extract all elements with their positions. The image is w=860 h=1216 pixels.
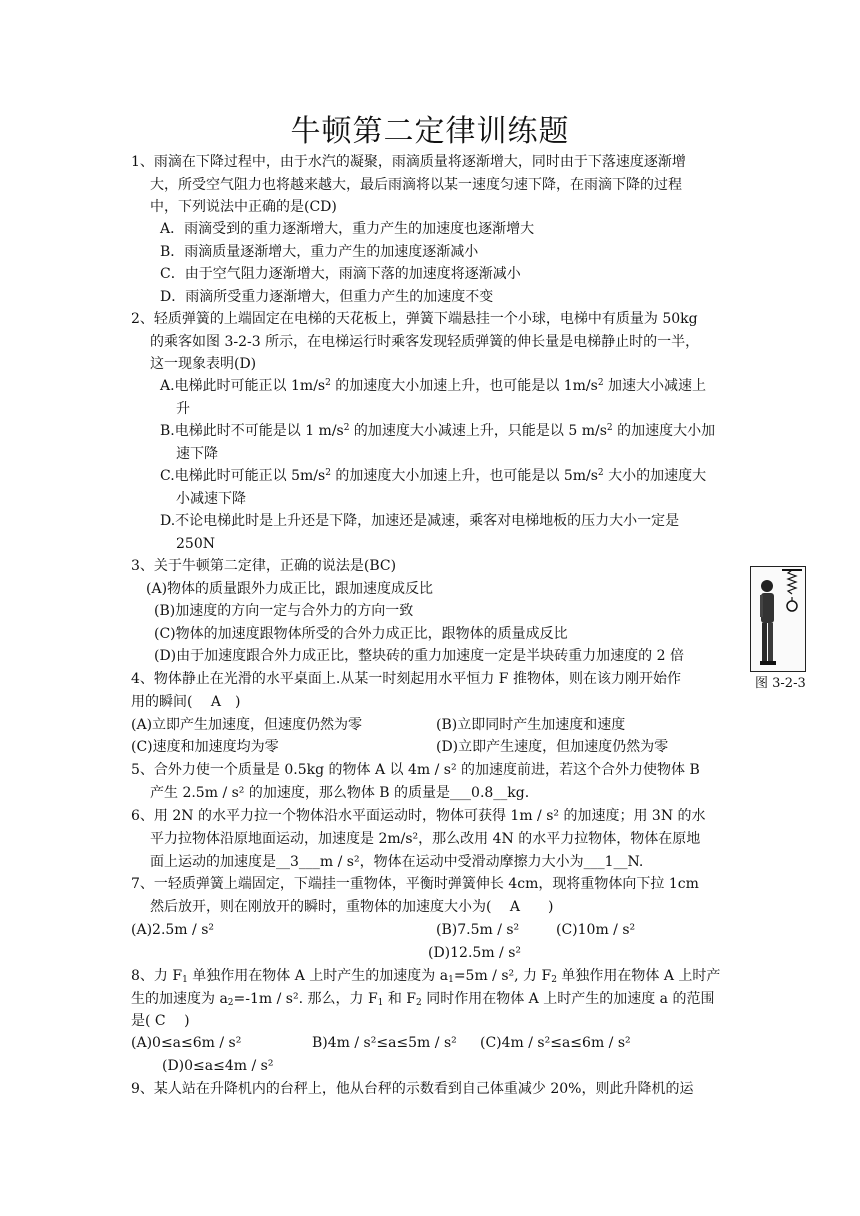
q4-option-c: (C)速度和加速度均为零	[131, 739, 279, 755]
q2-line-3: 这一现象表明(D)	[150, 356, 257, 372]
q8-option-c: (C)4m / s²≤a≤6m / s²	[480, 1035, 631, 1051]
q2-option-b-line-1: B.电梯此时不可能是以 1 $m/s^2$ 的加速度大小减速上升，只能是以 5 $m/s^2$ 的加速度大小加	[160, 423, 716, 439]
q1-line-3: 中，下列说法中正确的是(CD)	[150, 199, 337, 215]
q2-option-d-line-1: D.不论电梯此时是上升还是下降，加速还是减速，乘客对电梯地板的压力大小一定是	[160, 513, 680, 529]
q1-line-2: 大，所受空气阻力也将越来越大，最后雨滴将以某一速度匀速下降，在雨滴下降的过程	[150, 177, 682, 193]
q3-option-c: (C)物体的加速度跟物体所受的合外力成正比，跟物体的质量成反比	[154, 626, 568, 642]
q4-option-d: (D)立即产生速度，但加速度仍然为零	[436, 739, 669, 755]
q7-line-1: 7、一轻质弹簧上端固定，下端挂一重物体，平衡时弹簧伸长 4cm，现将重物体向下拉 1cm	[131, 876, 699, 892]
q2-option-a-line-1: A.电梯此时可能正以 $1m/s^2$ 的加速度大小加速上升，也可能是以 $1m/s^2$ 加速大小减速上	[160, 378, 707, 394]
q4-option-b: (B)立即同时产生加速度和速度	[436, 717, 626, 733]
q6-line-2: 平力拉物体沿原地面运动，加速度是 2m/s²，那么改用 4N 的水平力拉物体，物体在原地	[150, 831, 701, 847]
q8-line-3: 是( C )	[131, 1013, 190, 1029]
q9-line-1: 9、某人站在升降机内的台秤上，他从台秤的示数看到自己体重减少 20%，则此升降机的运	[131, 1081, 694, 1097]
q1-option-c: C．由于空气阻力逐渐增大，雨滴下落的加速度将逐渐减小	[160, 266, 521, 282]
q2-option-b-line-2: 速下降	[176, 446, 218, 462]
q8-option-d: (D)0≤a≤4m / s²	[162, 1058, 274, 1074]
q8-option-a: (A)0≤a≤6m / s²	[131, 1035, 242, 1051]
q8-option-b: B)4m / s²≤a≤5m / s²	[312, 1035, 457, 1051]
q5-line-2: 产生 2.5m / s² 的加速度，那么物体 B 的质量是___0.8__kg.	[150, 785, 530, 801]
q2-option-c-line-1: C.电梯此时可能正以 $5m/s^2$ 的加速度大小加速上升，也可能是以 $5m/s^2$ 大小的加速度大	[160, 468, 707, 484]
q6-line-1: 6、用 2N 的水平力拉一个物体沿水平面运动时，物体可获得 1m / s² 的加速度；用 3N 的水	[131, 808, 706, 824]
q4-line-1: 4、物体静止在光滑的水平桌面上.从某一时刻起用水平恒力 F 推物体，则在该力刚开始作	[131, 671, 681, 687]
person-spring-illustration	[751, 567, 805, 671]
q6-line-3: 面上运动的加速度是__3___m / s²，物体在运动中受滑动摩擦力大小为___1__N.	[150, 854, 644, 870]
figure-caption: 图 3-2-3	[755, 676, 806, 691]
q2-line-2: 的乘客如图 3-2-3 所示，在电梯运行时乘客发现轻质弹簧的伸长量是电梯静止时的一半，	[150, 334, 700, 350]
q4-line-2: 用的瞬间( A )	[131, 694, 241, 710]
figure-person-and-spring	[750, 566, 806, 672]
q1-option-a: A．雨滴受到的重力逐渐增大，重力产生的加速度也逐渐增大	[160, 221, 535, 237]
q8-line-2: 生的加速度为 $a_2=-1m / s^2$. 那么，力 $F_1$ 和 $F_2$ 同时作用在物体 A 上时产生的加速度 a 的范围	[131, 991, 715, 1008]
q1-option-d: D．雨滴所受重力逐渐增大，但重力产生的加速度不变	[160, 289, 494, 305]
q3-option-b: (B)加速度的方向一定与合外力的方向一致	[154, 603, 414, 619]
q3-option-a: (A)物体的质量跟外力成正比，跟加速度成反比	[146, 581, 434, 597]
q1-option-b: B．雨滴质量逐渐增大，重力产生的加速度逐渐减小	[160, 244, 479, 260]
q8-line-1: 8、力 $F_1$ 单独作用在物体 A 上时产生的加速度为 $a_1=5m / s^2$, 力 $F_2$ 单独作用在物体 A 上时产	[131, 968, 721, 985]
q7-option-c: (C)10m / s²	[556, 922, 636, 938]
q3-line-1: 3、关于牛顿第二定律，正确的说法是(BC)	[131, 558, 397, 574]
q7-option-d: (D)12.5m / s²	[428, 945, 522, 961]
q2-option-a-line-2: 升	[176, 401, 190, 417]
q3-option-d: (D)由于加速度跟合外力成正比，整块砖的重力加速度一定是半块砖重力加速度的 2 倍	[154, 648, 684, 664]
q7-option-b: (B)7.5m / s²	[436, 922, 520, 938]
q2-option-c-line-2: 小减速下降	[176, 491, 246, 507]
q7-option-a: (A)2.5m / s²	[131, 922, 214, 938]
q2-line-1: 2、轻质弹簧的上端固定在电梯的天花板上，弹簧下端悬挂一个小球，电梯中有质量为 50kg	[131, 311, 698, 327]
q4-option-a: (A)立即产生加速度，但速度仍然为零	[131, 717, 363, 733]
q5-line-1: 5、合外力使一个质量是 0.5kg 的物体 A 以 4m / s² 的加速度前进，若这个合外力使物体 B	[131, 762, 700, 778]
q7-line-2: 然后放开，则在刚放开的瞬时，重物体的加速度大小为( A )	[150, 899, 554, 915]
q2-option-d-line-2: 250N	[176, 536, 215, 552]
page-title: 牛顿第二定律训练题	[290, 114, 570, 149]
q1-line-1: 1、雨滴在下降过程中，由于水汽的凝聚，雨滴质量将逐渐增大，同时由于下落速度逐渐增	[131, 154, 686, 170]
